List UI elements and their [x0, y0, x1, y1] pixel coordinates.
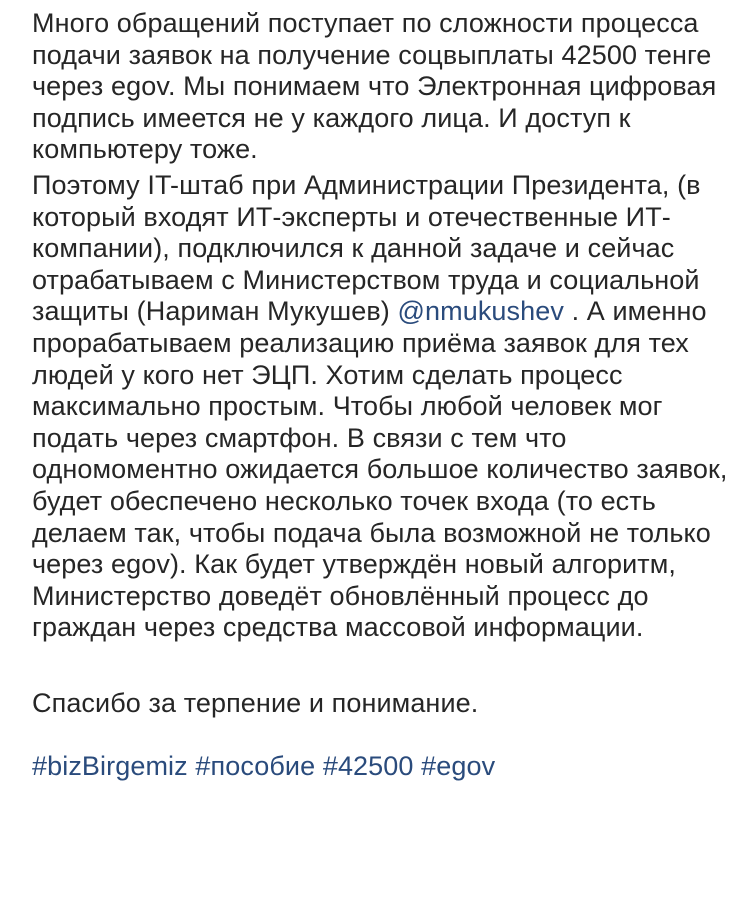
hashtag-egov[interactable]: #egov	[421, 751, 496, 782]
caption-thanks: Спасибо за терпение и понимание.	[32, 687, 479, 718]
caption-paragraph-2	[32, 170, 732, 644]
caption-paragraph-1: Много обращений поступает по сложности процесса подачи заявок на получение соцвыплаты 42500 тенге через egov. Мы понимаем что Электронная цифровая подпись имеется не у каждого лица. И доступ к компьютеру тоже.	[32, 8, 717, 165]
hashtag-42500[interactable]: #42500	[322, 751, 414, 782]
hashtag-list	[32, 751, 732, 783]
mention-link[interactable]: @nmukushev	[397, 296, 564, 327]
hashtag-bizbirgemiz[interactable]: #bizBirgemiz	[32, 751, 188, 782]
paragraph-2-text-start: Поэтому IT-штаб при Администрации Президента, (в который входят ИТ-эксперты и отечественные ИТ-компании), подключился к данной задаче и сейчас отрабатываем с Министерством труда и социальной защиты (Нариман Мукушев)	[32, 169, 701, 327]
hashtag-posobie[interactable]: #пособие	[195, 751, 316, 782]
post-caption	[32, 8, 732, 783]
paragraph-2-text-end: . А именно прорабатываем реализацию приёма заявок для тех людей у кого нет ЭЦП. Хотим сделать процесс максимально простым. Чтобы любой человек мог подать через смартфон. В связи с тем что одномоментно ожидается большое количество заявок, будет обеспечено несколько точек входа (то есть делаем так, чтобы подача была возможной не только через egov). Как будет утверждён новый алгоритм, Министерство доведёт обновлённый процесс до граждан через средства массовой информации.	[32, 296, 728, 643]
